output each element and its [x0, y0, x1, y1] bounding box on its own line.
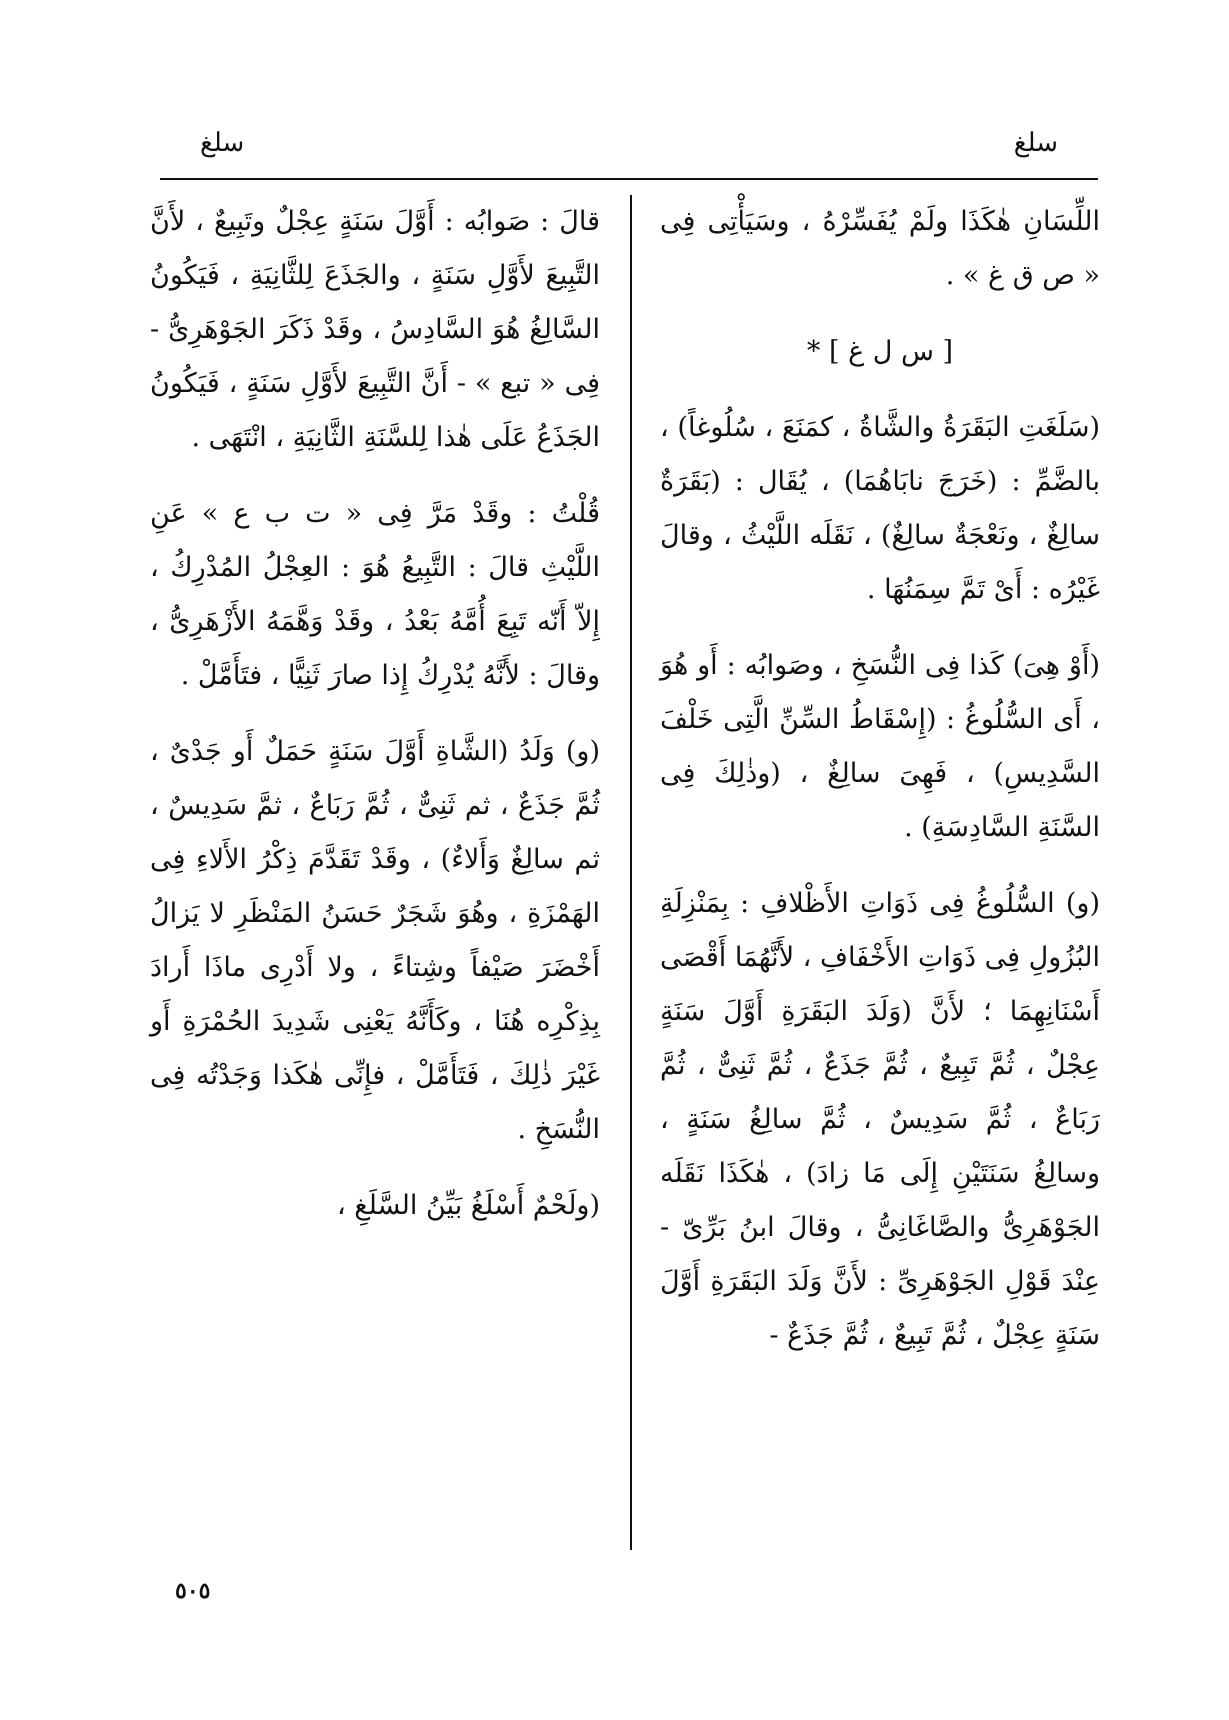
header-left-title: سلغ [200, 128, 245, 158]
paragraph: (أَوْ هِىَ) كَذا فِى النُّسَخِ ، وصَوابُه : أَو هُوَ ، أَى السُّلُوغُ : (إِسْقَاطُ السِّنِّ الَّتِى خَلْفَ السَّدِيسِ) ، فَهِىَ سالِغٌ ، (وذٰلِكَ فِى السَّنَةِ السَّادِسَةِ) . [660, 650, 1100, 843]
paragraph: (و) السُّلُوغُ فِى ذَوَاتِ الأَظْلافِ : بِمَنْزِلَةِ البُزُولِ فِى ذَوَاتِ الأَخْفَافِ ، لأَنَّهُمَا أَقْصَى أَسْنَانِهِمَا ؛ لأَنَّ (وَلَدَ البَقَرَةِ أَوَّلَ سَنَةٍ عِجْلٌ ، ثُمَّ تَبِيعٌ ، ثُمَّ جَذَعٌ ، ثُمَّ ثَنِىٌّ ، ثُمَّ رَبَاعٌ ، ثُمَّ سَدِيسٌ ، ثُمَّ سالِغُ سَنَةٍ ، وسالِغُ سَنَتَيْنِ إِلَى مَا زادَ) ، هٰكَذَا نَقَلَه الجَوْهَرِىُّ والصَّاغَانِىُّ ، وقالَ ابنُ بَرِّىّ - عِنْدَ قَوْلِ الجَوْهَرِىِّ : لأَنَّ وَلَدَ البَقَرَةِ أَوَّلَ سَنَةٍ عِجْلٌ ، ثُمَّ تَبِيعٌ ، ثُمَّ جَذَعٌ - [659, 888, 1100, 1351]
left-column [150, 195, 600, 1255]
paragraph: اللِّسَانِ هٰكَذَا ولَمْ يُفَسِّرْهُ ، وسَيَأْتِى فِى « ص ق غ » . [660, 206, 1100, 291]
paragraph: (و) وَلَدُ (الشَّاةِ أَوَّلَ سَنَةٍ حَمَلٌ أَو جَدْىٌ ، ثُمَّ جَذَعٌ ، ثم ثَنِىٌّ ، ثُمَّ رَبَاعٌ ، ثمَّ سَدِيسٌ ، ثم سالِغٌ وَأَلاءٌ) ، وقَدْ تَقَدَّمَ ذِكْرُ الأَلاءِ فِى الهَمْزَةِ ، وهُوَ شَجَرٌ حَسَنُ المَنْظَرِ لا يَزالُ أَخْضَرَ صَيْفاً وشِتاءً ، ولا أَدْرِى ماذَا أَرادَ بِذِكْرِه هُنَا ، وكَأَنَّهُ يَعْنِى شَدِيدَ الحُمْرَةِ أَو غَيْرَ ذٰلِكَ ، فَتَأَمَّلْ ، فإِنِّى هٰكَذا وَجَدْتُه فِى النُّسَخِ . [150, 736, 600, 1145]
page-header [160, 120, 1098, 180]
page-number: ٥٠٥ [175, 1578, 211, 1604]
paragraph: (ولَحْمٌ أَسْلَغُ بَيِّنُ السَّلَغِ ، [336, 1190, 600, 1221]
paragraph: قالَ : صَوابُه : أَوَّلَ سَنَةٍ عِجْلٌ وتَبِيعٌ ، لأَنَّ التَّبِيعَ لأَوَّلِ سَنَةٍ ، والجَذَعَ لِلثَّانِيَةِ ، فَيَكُونُ السَّالِغُ هُوَ السَّادِسُ ، وقَدْ ذَكَرَ الجَوْهَرِىُّ - فِى « تبع » - أَنَّ التَّبِيعَ لأَوَّلِ سَنَةٍ ، فَيَكُونُ الجَذَعُ عَلَى هٰذا لِلسَّنَةِ الثَّانِيَةِ ، انْتَهَى . [150, 206, 600, 453]
right-column [660, 195, 1100, 1385]
paragraph: (سَلَغَتِ البَقَرَةُ والشَّاةُ ، كمَنَعَ ، سُلُوغاً) ، بالضَّمِّ : (خَرَجَ نابَاهُمَا) ، يُقَال : (بَقَرَةٌ سالِغٌ ، ونَعْجَةٌ سالِغٌ) ، نَقَلَه اللَّيْثُ ، وقالَ غَيْرُه : أَىْ تَمَّ سِمَنُهَا . [660, 412, 1100, 605]
column-divider [630, 195, 632, 1550]
paragraph: قُلْتُ : وقَدْ مَرَّ فِى « ت ب ع » عَنِ اللَّيْثِ قالَ : التَّبِيعُ هُوَ : العِجْلُ المُدْرِكُ ، إِلاّ أَنّه تَبِعَ أُمَّهُ بَعْدُ ، وقَدْ وَهَّمَهُ الأَزْهَرِىُّ ، وقالَ : لأَنَّهُ يُدْرِكُ إِذا صارَ ثَنِيًّا ، فتَأَمَّلْ . [150, 498, 600, 691]
entry-heading: [ س ل غ ] * [806, 336, 954, 367]
header-rule [160, 178, 1098, 180]
header-right-title: سلغ [1013, 128, 1058, 158]
